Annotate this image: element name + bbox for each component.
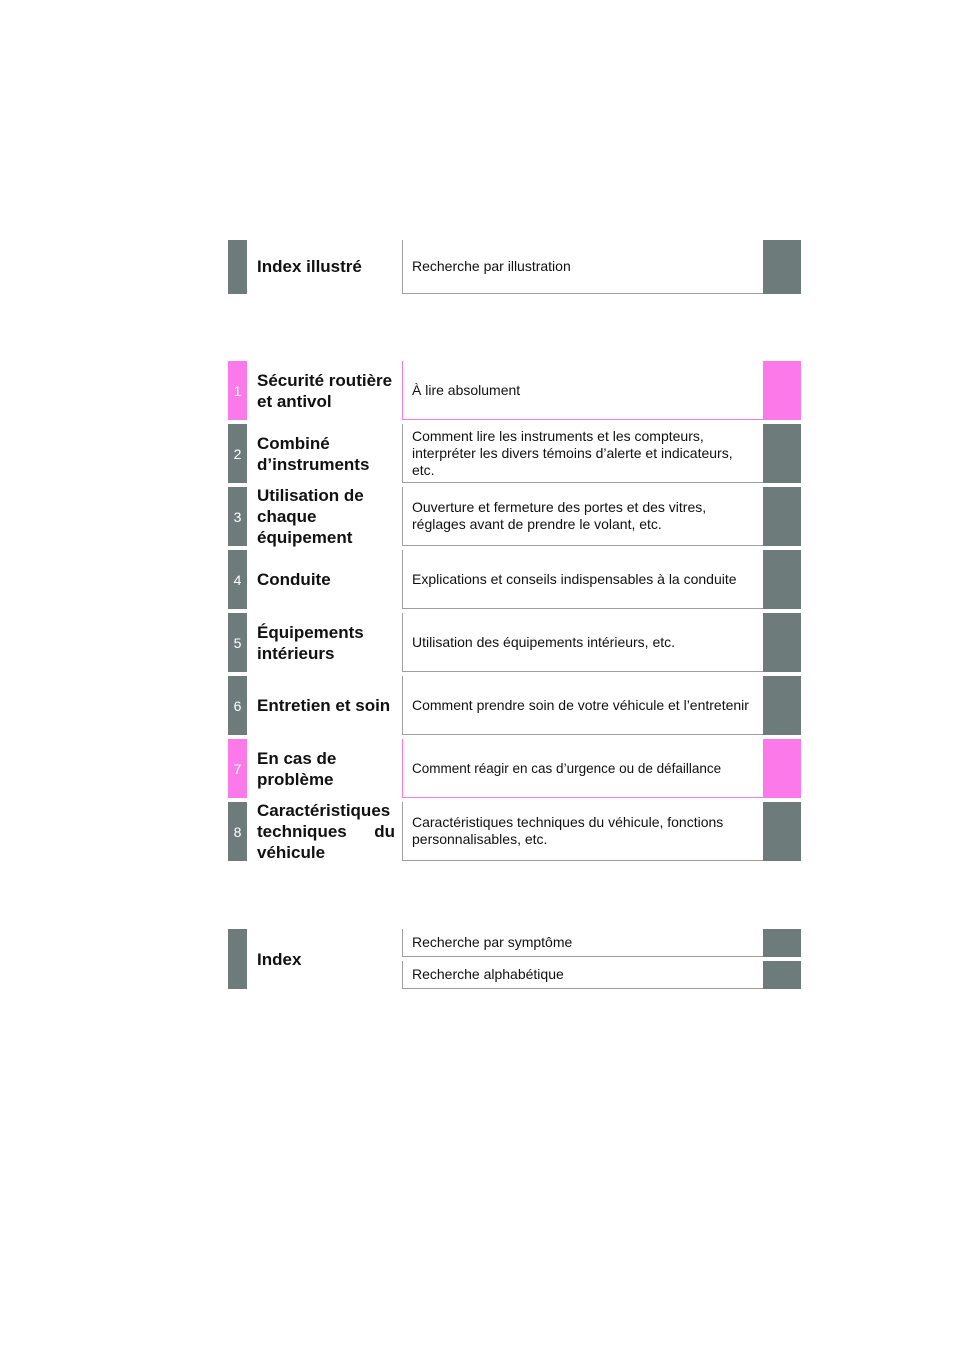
chapter-row-3[interactable]: [228, 487, 801, 546]
chapter-desc-6: Comment prendre soin de votre véhicule et l’entretenir: [402, 676, 763, 735]
chapter-title-7: En cas de problème: [257, 748, 337, 789]
chapter-desc-2: Comment lire les instruments et les compteurs, interpréter les divers témoins d’alerte et indicateurs, etc.: [402, 424, 763, 483]
index-item-symptom[interactable]: Recherche par symptôme: [402, 929, 763, 957]
chapter-tab-1[interactable]: [763, 361, 801, 420]
chapter-tab-5[interactable]: [763, 613, 801, 672]
index-item-alpha[interactable]: Recherche alphabétique: [402, 961, 763, 989]
chapter-row-1[interactable]: [228, 361, 801, 420]
chapter-number-2: 2: [228, 424, 247, 483]
chapter-tab-3[interactable]: [763, 487, 801, 546]
chapter-desc-4: Explications et conseils indispensables à la conduite: [402, 550, 763, 609]
chapter-title-2: Combiné d’instruments: [257, 433, 370, 474]
index-tab-alpha[interactable]: [763, 961, 801, 989]
chapter-desc-1: À lire absolument: [402, 361, 763, 420]
chapter-number-6: 6: [228, 676, 247, 735]
intro-row[interactable]: [228, 240, 801, 294]
chapter-desc-7: Comment réagir en cas d’urgence ou de défaillance: [402, 739, 763, 798]
chapter-tab-7[interactable]: [763, 739, 801, 798]
chapter-number-1: 1: [228, 361, 247, 420]
chapter-row-4[interactable]: [228, 550, 801, 609]
chapter-title-5: Équipements intérieurs: [257, 622, 364, 663]
chapter-number-8: 8: [228, 802, 247, 861]
chapter-title-6: Entretien et soin: [257, 696, 391, 715]
chapter-title-8: Caractéristiques techniques du véhicule: [257, 801, 395, 862]
index-title: Index: [257, 949, 302, 969]
chapter-number-5: 5: [228, 613, 247, 672]
chapter-title-3: Utilisation de chaque équipement: [257, 486, 364, 547]
chapter-desc-5: Utilisation des équipements intérieurs, etc.: [402, 613, 763, 672]
chapter-number-7: 7: [228, 739, 247, 798]
intro-desc: Recherche par illustration: [402, 240, 763, 294]
chapter-number-4: 4: [228, 550, 247, 609]
chapter-tab-6[interactable]: [763, 676, 801, 735]
chapter-title-4: Conduite: [257, 570, 331, 589]
chapter-desc-8: Caractéristiques techniques du véhicule, fonctions personnalisables, etc.: [402, 802, 763, 861]
chapter-title-1: Sécurité routière et antivol: [257, 370, 393, 411]
chapter-desc-3: Ouverture et fermeture des portes et des vitres, réglages avant de prendre le volant, etc.: [402, 487, 763, 546]
chapter-number-3: 3: [228, 487, 247, 546]
chapter-tab-4[interactable]: [763, 550, 801, 609]
chapter-row-5[interactable]: [228, 613, 801, 672]
index-left-tab: [228, 929, 247, 989]
intro-left-tab: [228, 240, 247, 294]
index-tab-symptom[interactable]: [763, 929, 801, 957]
chapter-tab-2[interactable]: [763, 424, 801, 483]
chapter-row-8[interactable]: [228, 802, 801, 861]
chapter-tab-8[interactable]: [763, 802, 801, 861]
chapter-row-7[interactable]: [228, 739, 801, 798]
chapter-row-6[interactable]: [228, 676, 801, 735]
intro-title: Index illustré: [257, 257, 362, 276]
intro-right-tab[interactable]: [763, 240, 801, 294]
chapter-row-2[interactable]: [228, 424, 801, 483]
index-section: [228, 929, 801, 989]
